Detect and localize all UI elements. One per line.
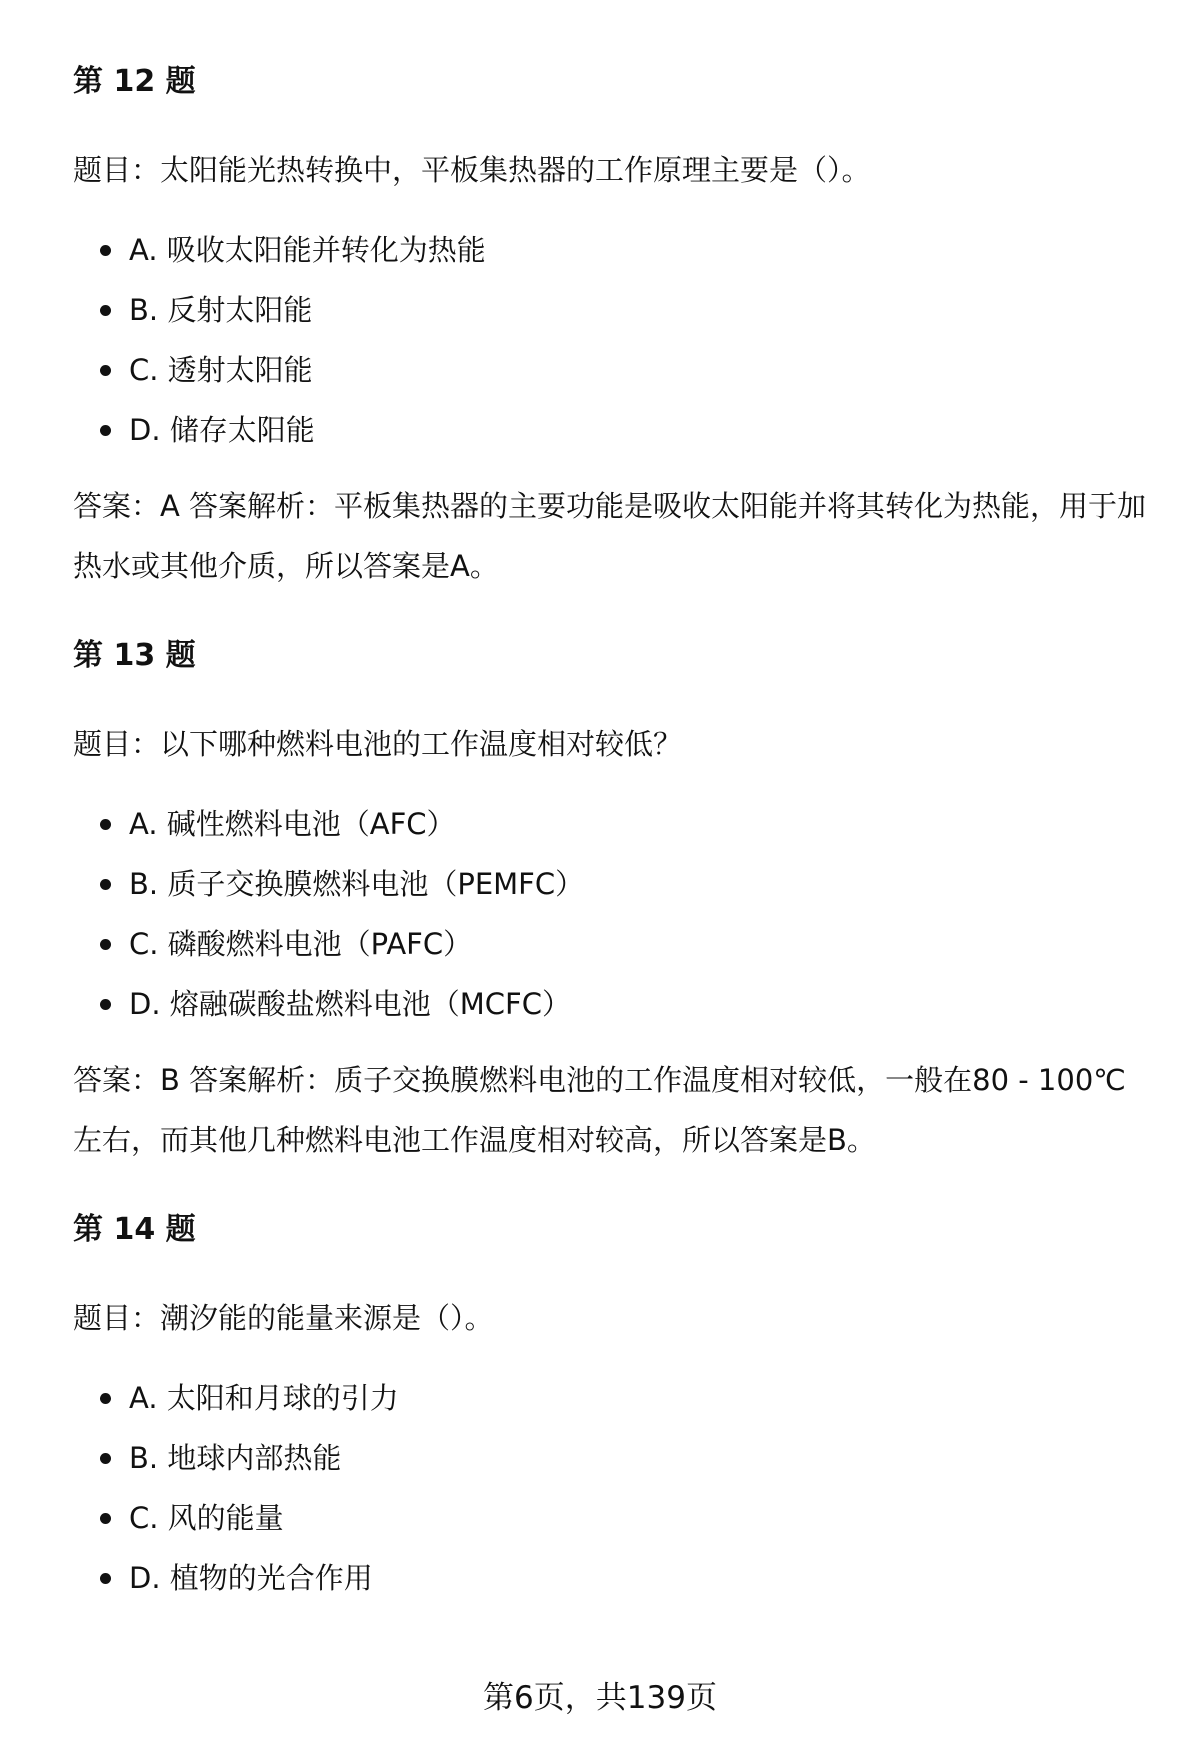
question-stem: 题目：以下哪种燃料电池的工作温度相对较低？	[73, 727, 683, 761]
option-b: B. 质子交换膜燃料电池（PEMFC）	[73, 864, 1153, 904]
question-stem: 题目：太阳能光热转换中，平板集热器的工作原理主要是（）。	[73, 153, 871, 187]
option-c: C. 风的能量	[73, 1498, 1153, 1538]
option-list	[73, 230, 1153, 450]
question-14	[73, 1210, 1153, 1598]
question-title: 第 13 题	[73, 638, 196, 673]
answer-explanation: 答案：A 答案解析：平板集热器的主要功能是吸收太阳能并将其转化为热能，用于加热水或其他介质，所以答案是A。	[73, 489, 1147, 583]
question-stem: 题目：潮汐能的能量来源是（）。	[73, 1301, 494, 1335]
option-a: A. 太阳和月球的引力	[73, 1378, 1153, 1418]
option-list	[73, 1378, 1153, 1598]
option-a: A. 吸收太阳能并转化为热能	[73, 230, 1153, 270]
question-12	[73, 62, 1153, 596]
option-b: B. 反射太阳能	[73, 290, 1153, 330]
option-d: D. 熔融碳酸盐燃料电池（MCFC）	[73, 984, 1153, 1024]
option-d: D. 储存太阳能	[73, 410, 1153, 450]
question-title: 第 12 题	[73, 64, 196, 99]
question-13	[73, 636, 1153, 1170]
option-c: C. 透射太阳能	[73, 350, 1153, 390]
option-a: A. 碱性燃料电池（AFC）	[73, 804, 1153, 844]
page-number: 第6页，共139页	[483, 1680, 717, 1716]
option-d: D. 植物的光合作用	[73, 1558, 1153, 1598]
question-title: 第 14 题	[73, 1212, 196, 1247]
option-b: B. 地球内部热能	[73, 1438, 1153, 1478]
option-list	[73, 804, 1153, 1024]
option-c: C. 磷酸燃料电池（PAFC）	[73, 924, 1153, 964]
question-list	[73, 62, 1153, 1618]
answer-explanation: 答案：B 答案解析：质子交换膜燃料电池的工作温度相对较低，一般在80 - 100℃左右，而其他几种燃料电池工作温度相对较高，所以答案是B。	[73, 1063, 1126, 1157]
